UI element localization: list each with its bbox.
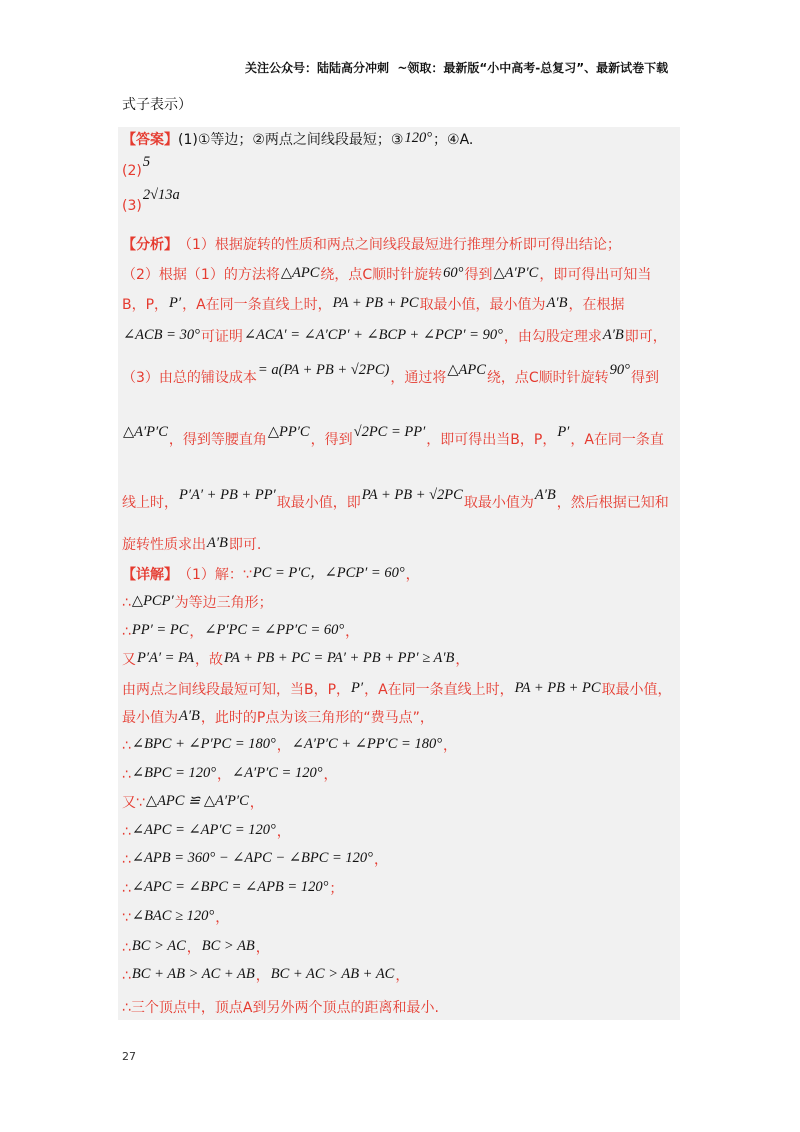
answer-tag: 【答案】 [122,132,178,148]
text-run: ∴ [122,881,131,897]
formula: ∠APB = 360° − ∠APC − ∠BPC = 120° [131,850,373,866]
text-run: ∴三个顶点中，顶点A到另外两个顶点的距离和最小. [122,1000,439,1016]
text-run: ，此时的P点为该三角形的“费马点”， [200,710,434,726]
detail-line-7 [122,736,457,756]
text-run: 得到 [630,370,659,386]
formula: √2PC = PP′ [353,424,426,440]
text-run: ， [443,738,458,754]
text-run: ， [276,824,291,840]
text-run: ， [405,567,420,583]
text-run: ∵ [122,910,131,926]
text-run: 即可， [624,329,667,345]
detail-line-3 [122,622,359,642]
text-run: 绕，点C顺时针旋转 [320,267,443,283]
text-run: ， [215,910,230,926]
formula: P′ [169,295,182,311]
formula: A′B [602,327,624,343]
analysis-line-8 [122,535,261,555]
formula: ∠APC = ∠BPC = ∠APB = 120° [131,879,329,895]
text-run: ∴ [122,738,131,754]
formula: ∠BPC + ∠P′PC = 180° [131,736,276,752]
analysis-line-4 [122,327,667,347]
formula: 2√13a [142,187,180,203]
carryover-text: 式子表示） [122,97,192,113]
text-run: （1）解：∵ [178,567,252,583]
formula: A′B [207,535,228,551]
text-run: ，A在同一条直线上时， [364,682,514,698]
text-run: （2）根据（1）的方法将 [122,267,280,283]
text-run: 可证明 [200,329,243,345]
text-run: ， [373,852,388,868]
text-run: ，即可得出可知当 [539,267,652,283]
text-run: ， [189,624,204,640]
text-run: ∴ [122,595,131,611]
detail-line-13 [122,908,229,928]
text-run: ，得到 [310,432,353,448]
formula: ∠ACA′ = ∠A′CP′ + ∠BCP + ∠PCP′ = 90° [243,327,503,343]
formula: △APC ≌ △A′P′C [145,793,249,809]
detail-line-12 [122,879,343,899]
text-run: ，通过将 [390,370,447,386]
formula: △A′P′C [123,424,168,440]
detail-line-16 [122,998,439,1018]
page-number: 27 [122,1050,136,1063]
formula: P′ [557,424,570,440]
text-run: 取最小值为 [463,495,534,511]
formula: ∠ACB = 30° [123,327,200,343]
formula: BC > AC [131,938,186,954]
formula: PC = P′C，∠PCP′ = 60° [252,565,405,581]
text-run: ∴ [122,767,131,783]
detail-line-6 [122,708,434,728]
answer-line-3 [122,187,181,214]
analysis-line-2 [122,265,651,285]
answer-line-2 [122,154,151,179]
formula: PA + PB + PC [514,680,601,696]
text-run: ，得到等腰直角 [168,432,267,448]
formula: A′B [534,487,556,503]
formula: BC + AB > AC + AB [131,966,255,982]
text-run: 取最小值，最小值为 [419,297,546,313]
text-run: 得到 [464,267,493,283]
formula: △APC [447,362,486,378]
text-run: (1)①等边；②两点之间线段最短；③ [178,132,404,148]
text-run: 即可. [228,537,262,553]
text-run: ， [186,940,201,956]
text-run: ∴ [122,968,131,984]
formula: PA + PB + PC = PA′ + PB + PP′ ≥ A′B [223,650,455,666]
analysis-tag: 【分析】 [122,237,178,253]
text-run: ，即可得出当B，P， [426,432,557,448]
formula: △PCP′ [131,593,174,609]
detail-line-5 [122,680,672,700]
text-run: 绕，点C顺时针旋转 [486,370,609,386]
text-run: （3）由总的铺设成本 [122,370,257,386]
text-run: ， [255,968,270,984]
text-run: 又∵ [122,795,145,811]
text-run: （1）根据旋转的性质和两点之间线段最短进行推理分析即可得出结论； [178,237,621,253]
text-run: 取最小值， [601,682,672,698]
formula: A′B [179,708,200,724]
text-run: ， [345,624,360,640]
text-run: 为等边三角形； [174,595,273,611]
formula: ∠P′PC = ∠PP′C = 60° [204,622,345,638]
text-run: ，故 [194,652,223,668]
text-run: ；④A. [433,132,474,148]
formula: BC + AC > AB + AC [270,966,395,982]
detail-line-4 [122,650,469,670]
formula: A′B [546,295,568,311]
answer-line-1 [122,130,473,150]
formula: = a(PA + PB + √2PC) [257,362,390,378]
text-run: ， [323,767,338,783]
detail-line-10 [122,822,291,842]
page-header-notice: 关注公众号：陆陆高分冲刺 ~领取：最新版“小中高考-总复习”、最新试卷下载 [245,61,669,75]
formula: ∠A′P′C = 120° [232,765,323,781]
formula: P′ [351,680,364,696]
text-run: 由两点之间线段最短可知，当B，P， [122,682,351,698]
text-run: ； [329,881,344,897]
detail-line-15 [122,966,409,986]
detail-line-11 [122,850,388,870]
text-run: ， [276,738,291,754]
formula: ∠A′P′C + ∠PP′C = 180° [291,736,443,752]
detail-tag: 【详解】 [122,567,178,583]
analysis-line-7 [122,487,669,513]
text-run: ∴ [122,624,131,640]
text-run: 线上时， [122,495,178,511]
formula: 90° [609,362,630,378]
formula: PA + PB + √2PC [361,487,463,503]
text-run: ，A在同一条直 [570,432,664,448]
text-run: ， [255,940,270,956]
formula: ∠BPC = 120° [131,765,217,781]
text-run: 取最小值，即 [276,495,361,511]
text-run: B，P， [122,297,169,313]
formula: PA + PB + PC [332,295,419,311]
formula: △A′P′C [493,265,539,281]
formula: ∠APC = ∠AP′C = 120° [131,822,276,838]
analysis-line-5 [122,362,659,388]
text-run: ∴ [122,940,131,956]
text-run: ， [455,652,470,668]
formula: △PP′C [267,424,310,440]
text-run: ∴ [122,852,131,868]
formula: 120° [404,130,433,146]
formula: ∠BAC ≥ 120° [131,908,215,924]
formula: △APC [280,265,320,281]
text-run: ，A在同一条直线上时， [182,297,332,313]
formula: PP′ = PC [131,622,189,638]
formula: 5 [142,154,151,170]
detail-line-2 [122,593,273,613]
text-run: 又 [122,652,136,668]
detail-line-14 [122,938,270,958]
text-run: ， [249,795,264,811]
text-run: ， [395,968,410,984]
answer-part-label: (3) [122,198,142,214]
text-run: 旋转性质求出 [122,537,206,553]
text-run: ∴ [122,824,131,840]
formula: 60° [443,265,464,281]
analysis-line-6 [122,424,664,450]
analysis-line-3 [122,295,624,315]
text-run: ，在根据 [568,297,625,313]
answer-part-label: (2) [122,163,142,179]
formula: BC > AB [201,938,255,954]
analysis-line-1 [122,235,621,255]
formula: P′A′ = PA [137,650,194,666]
text-run: ， [217,767,232,783]
detail-line-8 [122,765,338,785]
text-run: ，然后根据已知和 [556,495,669,511]
text-run: ，由勾股定理求 [503,329,602,345]
solution-box [118,127,680,1020]
text-run: 最小值为 [122,710,178,726]
formula: P′A′ + PB + PP′ [179,487,276,503]
detail-line-1 [122,565,420,585]
detail-line-9 [122,793,264,813]
